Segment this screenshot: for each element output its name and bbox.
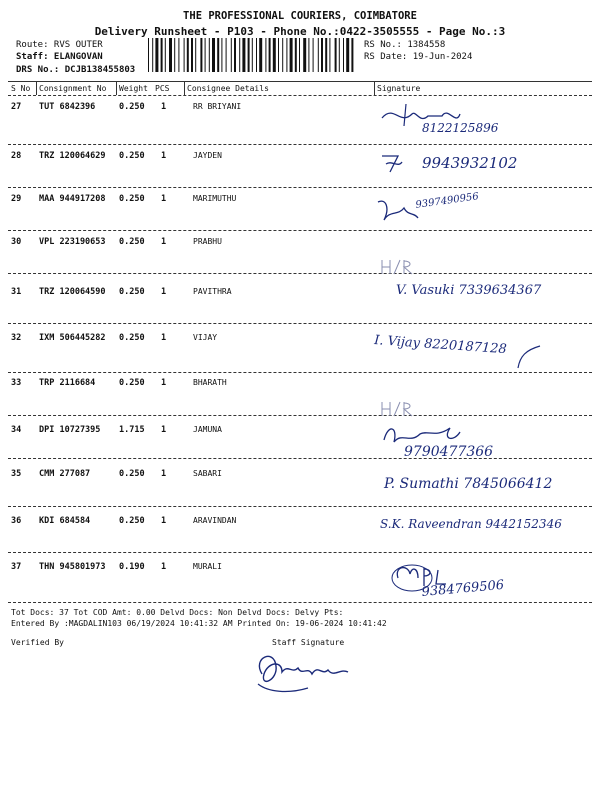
row-consignee: JAYDEN — [193, 151, 222, 160]
barcode-bar — [212, 38, 215, 72]
barcode-bar — [231, 38, 232, 72]
barcode-bar — [329, 38, 330, 72]
signature-29 — [376, 190, 586, 236]
row-consignment-no: VPL 223190653 — [39, 237, 106, 247]
barcode-bar — [174, 38, 175, 72]
row-consignee: PRABHU — [193, 237, 222, 246]
row-consignment-no: DPI 10727395 — [39, 425, 101, 435]
barcode-bar — [318, 38, 319, 72]
barcode-bar — [152, 38, 153, 72]
row-consignee: BHARATH — [193, 378, 227, 387]
row-weight: 0.250 — [119, 237, 145, 247]
row-weight: 0.250 — [119, 287, 145, 297]
signature-28 — [376, 146, 586, 190]
handwriting-28: 9943932102 — [422, 154, 518, 172]
row-consignment-no: THN 945801973 — [39, 562, 106, 572]
signature-32 — [370, 326, 590, 376]
row-pcs: 1 — [161, 194, 167, 204]
barcode-bar — [169, 38, 172, 72]
row-consignee: MURALI — [193, 562, 222, 571]
barcode-bar — [239, 38, 240, 72]
barcode-bar — [205, 38, 206, 72]
row-sno: 35 — [11, 469, 22, 479]
barcode-bar — [148, 38, 149, 72]
row-consignment-no: TUT 6842396 — [39, 102, 96, 112]
barcode-bar — [234, 38, 236, 72]
row-consignee: VIJAY — [193, 333, 218, 342]
barcode-bar — [269, 38, 271, 72]
row-divider — [8, 273, 592, 274]
row-pcs: 1 — [161, 378, 167, 388]
col-consignment-header: Consignment No — [39, 84, 107, 93]
barcode-bar — [248, 38, 250, 72]
col-signature-header: Signature — [377, 84, 421, 93]
barcode-bar — [256, 38, 257, 72]
handwriting-27: 8122125896 — [422, 121, 499, 135]
col-pcs-header: PCS — [155, 84, 170, 93]
row-pcs: 1 — [161, 151, 167, 161]
row-consignment-no: KDI 684584 — [39, 516, 91, 526]
barcode-bar — [273, 38, 276, 72]
rs-date: RS Date: 19-Jun-2024 — [364, 52, 473, 62]
col-divider — [36, 81, 37, 95]
staff-signature-label: Staff Signature — [272, 638, 345, 647]
barcode-bar — [161, 38, 163, 72]
row-consignee: JAMUNA — [193, 425, 222, 434]
row-pcs: 1 — [161, 425, 167, 435]
row-pcs: 1 — [161, 102, 167, 112]
row-consignment-no: IXM 506445282 — [39, 333, 106, 343]
row-sno: 34 — [11, 425, 22, 435]
handwriting-35: P. Sumathi 7845066412 — [384, 476, 553, 492]
barcode-bar — [184, 38, 185, 72]
row-weight: 0.250 — [119, 469, 145, 479]
rs-number: RS No.: 1384558 — [364, 40, 446, 50]
row-weight: 0.250 — [119, 333, 145, 343]
signature-27 — [376, 96, 586, 146]
barcode-bar — [295, 38, 297, 72]
row-sno: 30 — [11, 237, 22, 247]
row-pcs: 1 — [161, 469, 167, 479]
barcode-bar — [278, 38, 279, 72]
handwriting-34: 9790477366 — [404, 444, 494, 460]
totals-line: Tot Docs: 37 Tot COD Amt: 0.00 Delvd Docs: Non Delvd Docs: Delvy Pts: — [11, 608, 344, 617]
col-details-header: Consignee Details — [187, 84, 269, 93]
signature-37 — [388, 560, 588, 608]
barcode-bar — [343, 38, 344, 72]
row-weight: 0.250 — [119, 151, 145, 161]
hr-mark-30 — [380, 258, 420, 282]
row-consignment-no: TRP 2116684 — [39, 378, 96, 388]
barcode-bar — [155, 38, 158, 72]
row-weight: 0.250 — [119, 102, 145, 112]
row-pcs: 1 — [161, 516, 167, 526]
company-name: THE PROFESSIONAL COURIERS, COIMBATORE — [183, 10, 417, 22]
route: Route: RVS OUTER — [16, 40, 103, 50]
barcode-bar — [187, 38, 189, 72]
row-consignment-no: CMM 277087 — [39, 469, 91, 479]
handwriting-29: 9397490956 — [414, 191, 480, 211]
signature-35 — [380, 462, 590, 510]
barcode-bar — [339, 38, 340, 72]
staff: Staff: ELANGOVAN — [16, 52, 103, 62]
barcode-bar — [242, 38, 245, 72]
row-weight: 1.715 — [119, 425, 145, 435]
col-divider — [374, 81, 375, 95]
barcode-bar — [286, 38, 287, 72]
barcode-bar — [325, 38, 327, 72]
col-weight-header: Weight — [119, 84, 148, 93]
row-sno: 28 — [11, 151, 22, 161]
row-consignee: MARIMUTHU — [193, 194, 237, 203]
row-consignee: ARAVINDAN — [193, 516, 237, 525]
barcode-bar — [265, 38, 266, 72]
handwriting-31: V. Vasuki 7339634367 — [396, 283, 542, 298]
row-consignee: RR BRIYANI — [193, 102, 242, 111]
row-pcs: 1 — [161, 287, 167, 297]
signature-36 — [376, 512, 590, 560]
signature-34 — [380, 418, 590, 464]
barcode-bar — [200, 38, 202, 72]
col-divider — [184, 81, 185, 95]
barcode-bar — [308, 38, 309, 72]
row-consignment-no: TRZ 120064629 — [39, 151, 106, 161]
barcode-bar — [346, 38, 349, 72]
barcode-bar — [221, 38, 222, 72]
row-weight: 0.190 — [119, 562, 145, 572]
barcode-bar — [259, 38, 262, 72]
col-sno-header: S No — [11, 84, 31, 93]
barcode-bar — [303, 38, 306, 72]
barcode-bar — [252, 38, 253, 72]
col-divider — [116, 81, 117, 95]
row-consignee: SABARI — [193, 469, 222, 478]
signature-31 — [390, 280, 590, 328]
row-sno: 37 — [11, 562, 22, 572]
barcode-bar — [282, 38, 283, 72]
row-sno: 27 — [11, 102, 22, 112]
verified-by-label: Verified By — [11, 638, 64, 647]
handwriting-36: S.K. Raveendran 9442152346 — [380, 517, 562, 531]
row-weight: 0.250 — [119, 194, 145, 204]
drs-number: DRS No.: DCJB138455803 — [16, 65, 136, 75]
barcode — [146, 38, 358, 74]
barcode-bar — [191, 38, 193, 72]
barcode-bar — [290, 38, 293, 72]
row-divider — [8, 415, 592, 416]
row-sno: 36 — [11, 516, 22, 526]
row-weight: 0.250 — [119, 378, 145, 388]
table-top-border — [8, 81, 592, 82]
row-pcs: 1 — [161, 333, 167, 343]
row-sno: 29 — [11, 194, 22, 204]
row-sno: 32 — [11, 333, 22, 343]
barcode-bar — [335, 38, 337, 72]
handwriting-37: 9384769506 — [421, 577, 505, 600]
staff-signature-scribble — [248, 644, 368, 718]
row-consignee: PAVITHRA — [193, 287, 232, 296]
barcode-bar — [165, 38, 166, 72]
barcode-bar — [217, 38, 219, 72]
row-weight: 0.250 — [119, 516, 145, 526]
barcode-bar — [299, 38, 300, 72]
barcode-bar — [313, 38, 314, 72]
barcode-bar — [209, 38, 210, 72]
barcode-bar — [226, 38, 227, 72]
row-pcs: 1 — [161, 237, 167, 247]
row-pcs: 1 — [161, 562, 167, 572]
row-consignment-no: TRZ 120064590 — [39, 287, 106, 297]
entered-by-line: Entered By :MAGDALIN103 06/19/2024 10:41:32 AM Printed On: 19-06-2024 10:41:42 — [11, 619, 387, 628]
row-sno: 31 — [11, 287, 22, 297]
barcode-bar — [178, 38, 179, 72]
barcode-bar — [195, 38, 196, 72]
row-sno: 33 — [11, 378, 22, 388]
barcode-bar — [321, 38, 323, 72]
handwriting-32: I. Vijay 8220187128 — [373, 333, 508, 358]
row-consignment-no: MAA 944917208 — [39, 194, 106, 204]
barcode-bar — [351, 38, 353, 72]
runsheet-subtitle: Delivery Runsheet - P103 - Phone No.:0422-3505555 - Page No.:3 — [94, 25, 506, 38]
